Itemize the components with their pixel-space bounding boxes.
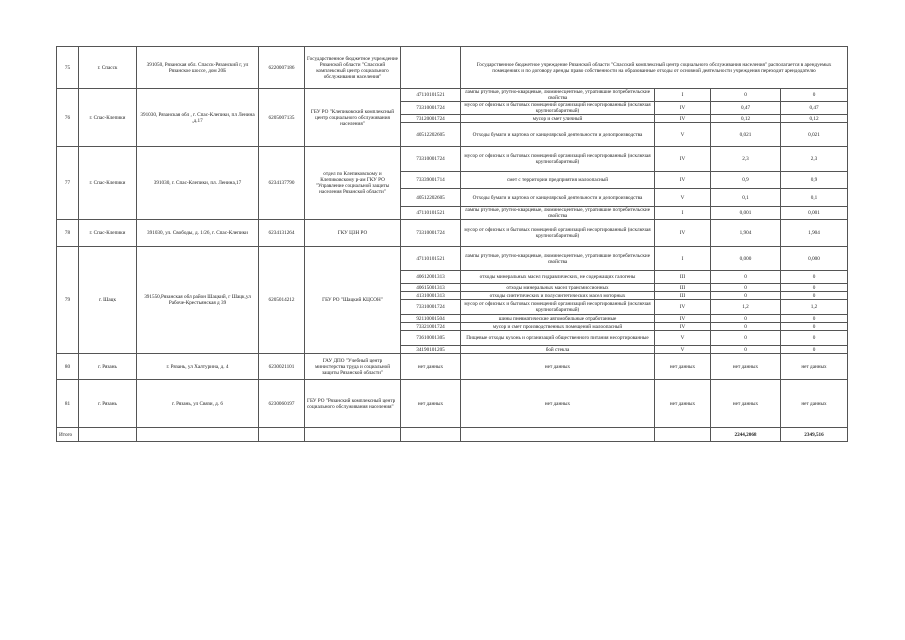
org-cell: ГБУ РО "Клепиковский комплексный центр социального обслуживания населения" bbox=[305, 89, 401, 147]
waste-code: 40512202605 bbox=[401, 123, 461, 147]
waste-code: 73339001714 bbox=[401, 172, 461, 189]
district-cell: г. Рязань bbox=[79, 354, 137, 380]
waste-name: отходы минеральных масел трансмиссионных bbox=[461, 284, 655, 292]
table-row bbox=[57, 147, 848, 172]
value-2: нет данных bbox=[781, 380, 848, 428]
waste-name: мусор от офисных и бытовых помещений организаций несортированный (исключая крупногабаритный) bbox=[461, 147, 655, 172]
district-cell: г. Спас-Клепики bbox=[79, 220, 137, 247]
value-2: 0,001 bbox=[781, 207, 848, 220]
address-cell: 391050, Рязанская обл. Спасск-Рязанский г, ул Рязанское шоссе, дом 20Б bbox=[137, 47, 259, 89]
empty-cell bbox=[655, 428, 711, 442]
note-cell: Государственное бюджетное учреждение Рязанской области "Спасский комплексный центр социального обслуживания населения" располагается в арендуемых помещениях и по договору аренды право собственности на образованные отходы от основной деятельности учреждения переходит арендодателю bbox=[461, 47, 848, 89]
empty-cell bbox=[79, 428, 137, 442]
value-2: 0 bbox=[781, 271, 848, 284]
waste-name: лампы ртутные, ртутно-кварцевые, люминесцентные, утратившие потребительские свойства bbox=[461, 89, 655, 102]
empty-cell bbox=[401, 428, 461, 442]
value-1: 0,000 bbox=[711, 247, 781, 271]
waste-name: Пищевые отходы кухонь и организаций общественного питания несортированные bbox=[461, 331, 655, 346]
empty-cell bbox=[137, 428, 259, 442]
value-1: 0 bbox=[711, 89, 781, 102]
value-2: 0,47 bbox=[781, 102, 848, 115]
empty-cell bbox=[461, 428, 655, 442]
waste-name: мусор от офисных и бытовых помещений организаций несортированный (исключая крупногабаритный) bbox=[461, 300, 655, 315]
row-number: 75 bbox=[57, 47, 79, 89]
org-cell: отдел по Клепиковскому и Клепиковскому р-ам ГКУ РО "Управление социальной защиты населения Рязанской области" bbox=[305, 147, 401, 220]
address-cell: г. Рязань, ул Связи, д. 6 bbox=[137, 380, 259, 428]
inn-cell: 6234137790 bbox=[259, 147, 305, 220]
value-1: 0,001 bbox=[711, 207, 781, 220]
table-row bbox=[57, 47, 848, 89]
value-2: 0 bbox=[781, 284, 848, 292]
hazard-class: V bbox=[655, 123, 711, 147]
total-row bbox=[57, 428, 848, 442]
hazard-class: IV bbox=[655, 300, 711, 315]
waste-name: бой стекла bbox=[461, 346, 655, 354]
value-1: 0 bbox=[711, 323, 781, 331]
value-1: 0 bbox=[711, 284, 781, 292]
value-1: 0 bbox=[711, 315, 781, 323]
table-row bbox=[57, 220, 848, 247]
value-2: 2,3 bbox=[781, 147, 848, 172]
org-cell: Государственное бюджетное учреждение Рязанской области "Спасский комплексный центр социального обслуживания населения" bbox=[305, 47, 401, 89]
value-2: 0 bbox=[781, 89, 848, 102]
inn-cell: 6230060197 bbox=[259, 380, 305, 428]
hazard-class: I bbox=[655, 89, 711, 102]
waste-name: мусор и смет производственных помещений малоопасный bbox=[461, 323, 655, 331]
waste-code: 47110101521 bbox=[401, 207, 461, 220]
table-row bbox=[57, 89, 848, 102]
address-cell: 391550,Рязанская обл район Шацкий, г Шацк,ул Рабоче-Крестьянская д 39 bbox=[137, 247, 259, 354]
value-1: нет данных bbox=[711, 354, 781, 380]
waste-code: 73310001724 bbox=[401, 147, 461, 172]
waste-name: нет данных bbox=[461, 354, 655, 380]
hazard-class: III bbox=[655, 271, 711, 284]
value-2: 1,904 bbox=[781, 220, 848, 247]
hazard-class: III bbox=[655, 292, 711, 300]
value-2: 0,1 bbox=[781, 189, 848, 207]
waste-name: лампы ртутные, ртутно-кварцевые, люминесцентные, утратившие потребительские свойства bbox=[461, 207, 655, 220]
waste-table-sheet bbox=[56, 46, 847, 442]
hazard-class: IV bbox=[655, 172, 711, 189]
waste-code: 40612001313 bbox=[401, 271, 461, 284]
row-number: 76 bbox=[57, 89, 79, 147]
hazard-class: нет данных bbox=[655, 380, 711, 428]
value-2: нет данных bbox=[781, 354, 848, 380]
value-1: 0 bbox=[711, 271, 781, 284]
value-1: 0,12 bbox=[711, 115, 781, 123]
waste-code: 73310001724 bbox=[401, 102, 461, 115]
waste-name: отходы минеральных масел гидравлических, не содержащих галогены bbox=[461, 271, 655, 284]
row-number: 78 bbox=[57, 220, 79, 247]
waste-code: нет данных bbox=[401, 380, 461, 428]
row-number: 79 bbox=[57, 247, 79, 354]
waste-code: 73310001724 bbox=[401, 300, 461, 315]
inn-cell: 6220007186 bbox=[259, 47, 305, 89]
district-cell: г. Спасск bbox=[79, 47, 137, 89]
waste-name: отходы синтетических и полусинтетических масел моторных bbox=[461, 292, 655, 300]
waste-name: лампы ртутные, ртутно-кварцевые, люминесцентные, утратившие потребительские свойства bbox=[461, 247, 655, 271]
waste-code: 47110101521 bbox=[401, 247, 461, 271]
value-2: 0,021 bbox=[781, 123, 848, 147]
hazard-class: нет данных bbox=[655, 354, 711, 380]
value-1: 0,9 bbox=[711, 172, 781, 189]
value-2: 0 bbox=[781, 323, 848, 331]
row-number: 80 bbox=[57, 354, 79, 380]
hazard-class: V bbox=[655, 331, 711, 346]
total-value-2: 2349,516 bbox=[781, 428, 848, 442]
value-1: 1,904 bbox=[711, 220, 781, 247]
waste-code: 40512202605 bbox=[401, 189, 461, 207]
waste-name: смет с территории предприятия малоопасный bbox=[461, 172, 655, 189]
org-cell: ГКУ ЦЗН РО bbox=[305, 220, 401, 247]
waste-code: 41310001313 bbox=[401, 292, 461, 300]
value-2: 0 bbox=[781, 315, 848, 323]
waste-name: нет данных bbox=[461, 380, 655, 428]
waste-code: нет данных bbox=[401, 354, 461, 380]
value-1: 1,2 bbox=[711, 300, 781, 315]
inn-cell: 6230021101 bbox=[259, 354, 305, 380]
waste-table bbox=[56, 46, 848, 442]
hazard-class: IV bbox=[655, 323, 711, 331]
waste-code: 34190101205 bbox=[401, 346, 461, 354]
waste-code: 73310001724 bbox=[401, 220, 461, 247]
waste-code: 40615001313 bbox=[401, 284, 461, 292]
hazard-class: I bbox=[655, 207, 711, 220]
address-cell: 391030, ул. Свободы, д. 1/26, г. Спас-Клепики bbox=[137, 220, 259, 247]
value-1: нет данных bbox=[711, 380, 781, 428]
value-2: 1,2 bbox=[781, 300, 848, 315]
waste-name: Отходы бумаги и картона от канцелярской деятельности и делопроизводства bbox=[461, 123, 655, 147]
empty-cell bbox=[259, 428, 305, 442]
hazard-class: III bbox=[655, 284, 711, 292]
hazard-class: V bbox=[655, 346, 711, 354]
waste-code: 92110001504 bbox=[401, 315, 461, 323]
value-2: 0,000 bbox=[781, 247, 848, 271]
value-2: 0,12 bbox=[781, 115, 848, 123]
value-1: 0 bbox=[711, 331, 781, 346]
hazard-class: I bbox=[655, 247, 711, 271]
hazard-class: IV bbox=[655, 220, 711, 247]
empty-cell bbox=[305, 428, 401, 442]
hazard-class: V bbox=[655, 189, 711, 207]
address-cell: 391030, г. Спас-Клепики, пл. Ленина,17 bbox=[137, 147, 259, 220]
inn-cell: 6234131264 bbox=[259, 220, 305, 247]
hazard-class: IV bbox=[655, 315, 711, 323]
org-cell: ГБУ РО "Рязанский комплексный центр социального обслуживания населения" bbox=[305, 380, 401, 428]
org-cell: ГБУ РО "Шацкий КЦСОН" bbox=[305, 247, 401, 354]
value-1: 0,1 bbox=[711, 189, 781, 207]
inn-cell: 6205007135 bbox=[259, 89, 305, 147]
total-value-1: 2244,2068 bbox=[711, 428, 781, 442]
district-cell: г. Спас-Клепики bbox=[79, 89, 137, 147]
waste-code: 47110101521 bbox=[401, 89, 461, 102]
table-row bbox=[57, 380, 848, 428]
inn-cell: 6205014212 bbox=[259, 247, 305, 354]
row-number: 81 bbox=[57, 380, 79, 428]
waste-code: 73321001724 bbox=[401, 323, 461, 331]
org-cell: ГАУ ДПО "Учебный центр министерства труда и социальной защиты Рязанской области" bbox=[305, 354, 401, 380]
value-2: 0,9 bbox=[781, 172, 848, 189]
address-cell: 391030, Рязанская обл , г. Спас-Клепики, пл Ленина ,д.17 bbox=[137, 89, 259, 147]
waste-name: мусор от офисных и бытовых помещений организаций несортированный (исключая крупногабаритный) bbox=[461, 102, 655, 115]
value-1: 2,3 bbox=[711, 147, 781, 172]
total-label: Итого bbox=[57, 428, 79, 442]
table-row bbox=[57, 247, 848, 271]
waste-name: шины пневматические автомобильные отработанные bbox=[461, 315, 655, 323]
row-number: 77 bbox=[57, 147, 79, 220]
value-2: 0 bbox=[781, 292, 848, 300]
address-cell: г. Рязань, ул Халтурина, д. 4 bbox=[137, 354, 259, 380]
waste-code: 73120001724 bbox=[401, 115, 461, 123]
district-cell: г. Рязань bbox=[79, 380, 137, 428]
value-1: 0,47 bbox=[711, 102, 781, 115]
value-1: 0,021 bbox=[711, 123, 781, 147]
value-1: 0 bbox=[711, 346, 781, 354]
hazard-class: IV bbox=[655, 102, 711, 115]
empty-cell bbox=[401, 47, 461, 89]
value-1: 0 bbox=[711, 292, 781, 300]
waste-name: мусор от офисных и бытовых помещений организаций несортированный (исключая крупногабаритный) bbox=[461, 220, 655, 247]
district-cell: г. Спас-Клепики bbox=[79, 147, 137, 220]
value-2: 0 bbox=[781, 346, 848, 354]
hazard-class: IV bbox=[655, 147, 711, 172]
waste-code: 73610001305 bbox=[401, 331, 461, 346]
hazard-class: IV bbox=[655, 115, 711, 123]
value-2: 0 bbox=[781, 331, 848, 346]
district-cell: г. Шацк bbox=[79, 247, 137, 354]
waste-name: мусор и смет уличный bbox=[461, 115, 655, 123]
waste-name: Отходы бумаги и картона от канцелярской деятельности и делопроизводства bbox=[461, 189, 655, 207]
table-row bbox=[57, 354, 848, 380]
